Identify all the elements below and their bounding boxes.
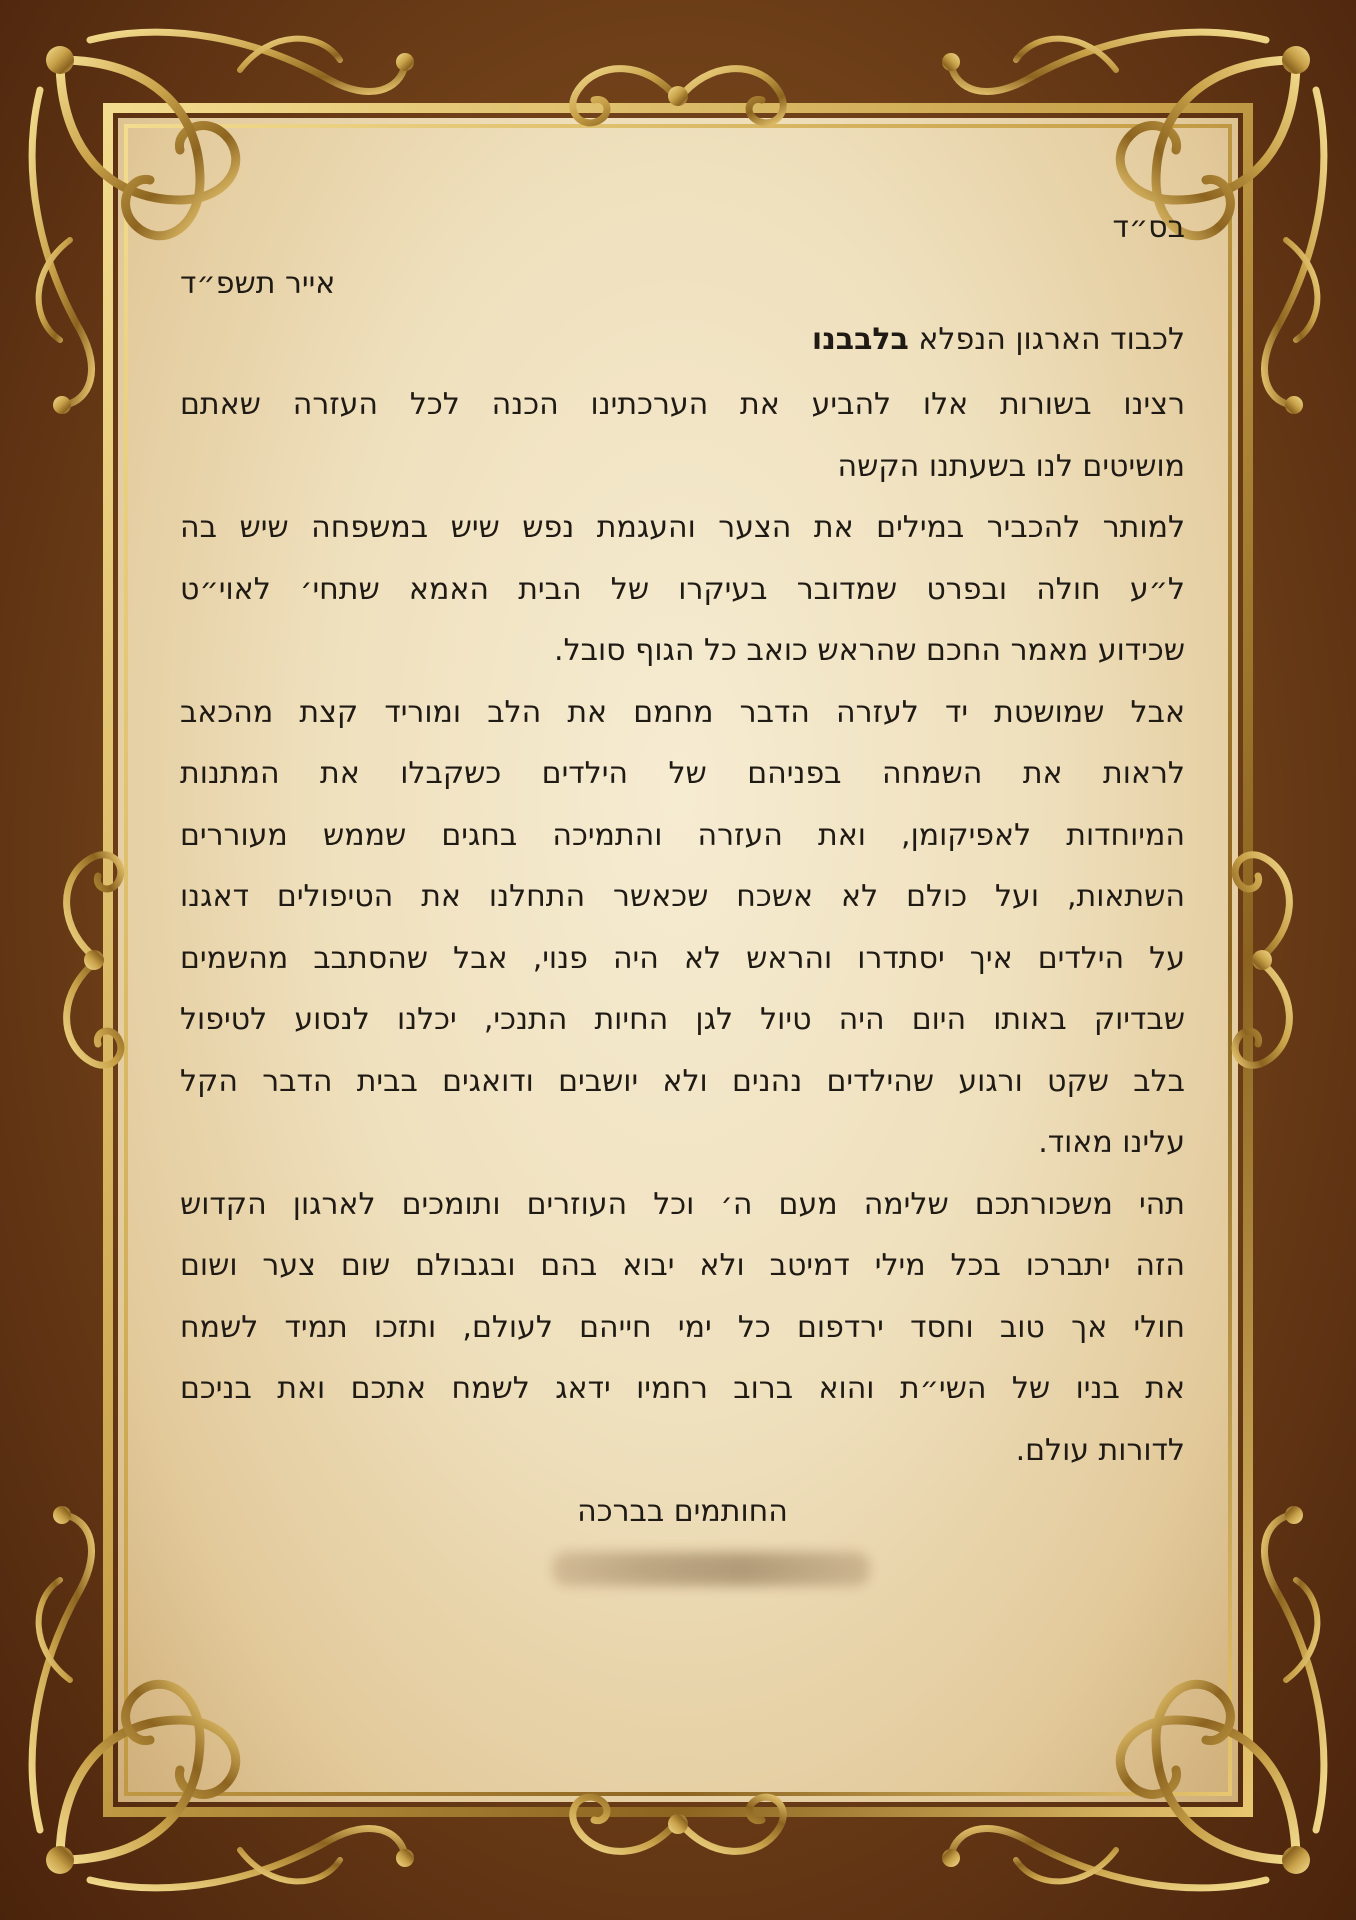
address-prefix: לכבוד הארגון הנפלא xyxy=(908,322,1185,357)
letter-line: למותר להכביר במילים את הצער והעגמת נפש שיש במשפחה שיש בה xyxy=(180,510,1185,545)
letter-line: מושיטים לנו בשעתנו הקשה xyxy=(837,448,1185,484)
letter-line: הזה יתברכו בכל מילי דמיטב ולא יבוא בהם ובגבולם שום צער ושום xyxy=(180,1248,1185,1283)
letter-line: לדורות עולם. xyxy=(1015,1432,1185,1468)
bsd-heading: בס״ד xyxy=(1112,210,1185,245)
letter-line: לראות את השמחה בפניהם של הילדים כשקבלו את המתנות xyxy=(180,756,1185,791)
letter-line: שכידוע מאמר החכם שהראש כואב כל הגוף סובל. xyxy=(554,633,1185,668)
letter-line: על הילדים איך יסתדרו והראש לא היה פנוי, אבל שהסתבב מהשמים xyxy=(180,940,1185,976)
letter-line: עלינו מאוד. xyxy=(1038,1125,1185,1160)
letter-line: אבל שמושטת יד לעזרה הדבר מחמם את הלב ומוריד קצת מהכאב xyxy=(180,694,1185,730)
letter-line: שבדיוק באותו היום היה טיול לגן החיות התנכי, יכלנו לנסוע לטיפול xyxy=(180,1002,1185,1037)
letter-line: ל״ע חולה ובפרט שמדובר בעיקרו של הבית האמא שתחי׳ לאוי״ט xyxy=(180,571,1185,607)
letter-line: רצינו בשורות אלו להביע את הערכתינו הכנה לכל העזרה שאתם xyxy=(180,387,1185,422)
letter-line: המיוחדות לאפיקומן, ואת העזרה והתמיכה בחגים שממש מעוררים xyxy=(180,817,1185,853)
letter-line: את בניו של השי״ת והוא ברוב רחמיו ידאג לשמח אתכם ואת בניכם xyxy=(180,1371,1185,1406)
organization-name: בלבבנו xyxy=(811,322,909,357)
signoff: החותמים בברכה xyxy=(577,1494,788,1529)
letter-line: תהי משכורתכם שלימה מעם ה׳ וכל העוזרים ותומכים לארגון הקדוש xyxy=(180,1186,1185,1222)
letter-line: חולי אך טוב וחסד ירדפום כל ימי חייהם לעולם, ותזכו תמיד לשמח xyxy=(180,1309,1185,1345)
letter-line: השתאות, ועל כולם לא אשכח שכאשר התחלנו את הטיפולים דאגנו xyxy=(180,879,1185,914)
letter-line: בלב שקט ורגוע שהילדים נהנים ולא יושבים ודואגים בבית הדבר הקל xyxy=(180,1063,1185,1099)
letter-body xyxy=(180,200,1185,1481)
letter-address xyxy=(180,312,1185,374)
blurred-signature xyxy=(552,1552,870,1586)
letter-date: אייר תשפ״ד xyxy=(180,266,336,301)
